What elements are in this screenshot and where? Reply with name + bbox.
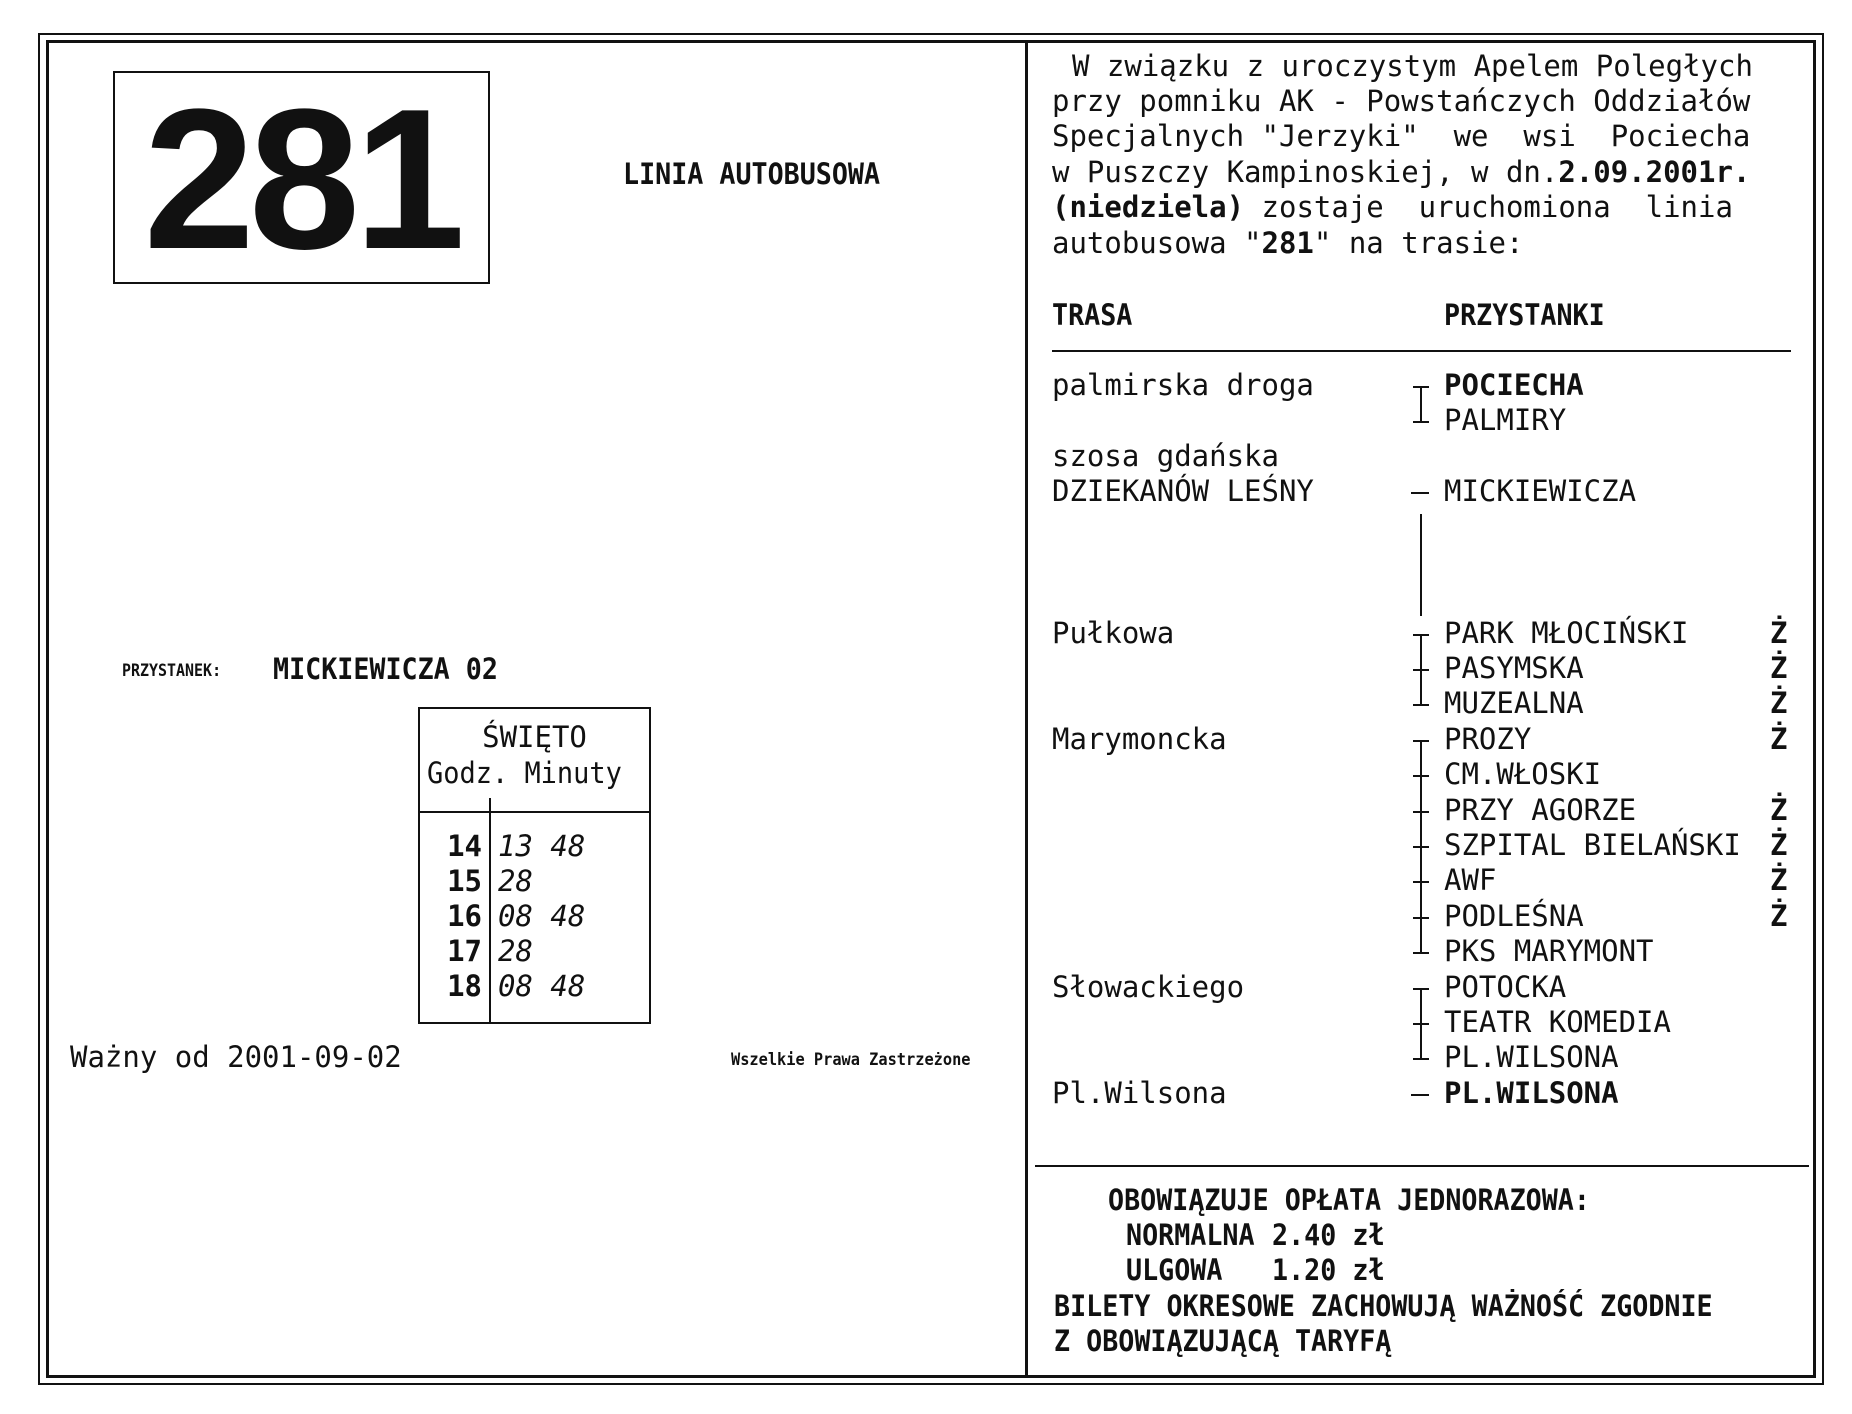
stop-item: MICKIEWICZA <box>1444 474 1637 508</box>
intro-line: przy pomniku AK - Powstańczych Oddziałów <box>1052 84 1751 118</box>
timetable-minutes: 08 48 <box>498 969 586 1003</box>
stop-name: MICKIEWICZA 02 <box>273 652 498 686</box>
street-name: szosa gdańska <box>1052 439 1279 473</box>
fare-rule <box>1035 1165 1809 1167</box>
timetable-hour: 17 <box>447 934 482 968</box>
request-stop-mark: Ż <box>1770 899 1788 933</box>
stop-item: PRZY AGORZE <box>1444 793 1637 827</box>
route-number-box <box>113 68 490 291</box>
intro-line: Specjalnych "Jerzyki" we wsi Pociecha <box>1052 119 1751 153</box>
request-stop-mark: Ż <box>1770 651 1788 685</box>
timetable-minutes: 13 48 <box>498 829 586 863</box>
timetable-header-rule <box>418 811 651 813</box>
stop-item: PROZY <box>1444 722 1532 756</box>
intro-weekday: (niedziela) <box>1052 190 1245 224</box>
route-number: 281 <box>143 68 460 291</box>
timetable-hour: 18 <box>447 969 482 1003</box>
route-header: TRASA <box>1052 298 1133 332</box>
stop-item: TEATR KOMEDIA <box>1444 1005 1671 1039</box>
request-stop-mark: Ż <box>1770 616 1788 650</box>
stop-item: PL.WILSONA <box>1444 1076 1619 1110</box>
line-label: LINIA AUTOBUSOWA <box>623 157 881 191</box>
stop-item: PL.WILSONA <box>1444 1040 1619 1074</box>
stop-item: POTOCKA <box>1444 970 1567 1004</box>
street-name: Marymoncka <box>1052 722 1227 756</box>
timetable-hour: 16 <box>447 899 482 933</box>
request-stop-mark: Ż <box>1770 793 1788 827</box>
intro-text: autobusowa " <box>1052 226 1262 260</box>
stop-item: CM.WŁOSKI <box>1444 757 1602 791</box>
street-name: Pułkowa <box>1052 616 1175 650</box>
header-rule <box>1052 350 1791 352</box>
timetable-column-rule <box>489 798 491 1024</box>
fare-reduced-label: ULGOWA <box>1126 1253 1223 1287</box>
request-stop-mark: Ż <box>1770 863 1788 897</box>
intro-line <box>1052 226 1523 260</box>
timetable-minutes: 28 <box>498 864 533 898</box>
fare-note: Z OBOWIĄZUJĄCĄ TARYFĄ <box>1054 1324 1392 1358</box>
timetable-column-headers <box>427 756 622 790</box>
stop-item: AWF <box>1444 863 1497 897</box>
valid-from: Ważny od 2001-09-02 <box>70 1040 402 1074</box>
panel-divider <box>1025 40 1028 1378</box>
timetable-minutes: 08 48 <box>498 899 586 933</box>
street-name: DZIEKANÓW LEŚNY <box>1052 474 1314 508</box>
hour-header: Godz. <box>427 756 509 790</box>
timetable-hour: 15 <box>447 864 482 898</box>
street-name: Pl.Wilsona <box>1052 1076 1227 1110</box>
stop-item: PKS MARYMONT <box>1444 934 1654 968</box>
timetable-day-type: ŚWIĘTO <box>482 720 587 754</box>
intro-text: zostaje uruchomiona linia <box>1244 190 1733 224</box>
intro-route-number: 281 <box>1261 226 1314 260</box>
intro-line: W związku z uroczystym Apelem Poległych <box>1072 49 1753 83</box>
fare-normal-price: 2.40 zł <box>1272 1218 1385 1252</box>
fare-reduced-price: 1.20 zł <box>1272 1253 1385 1287</box>
minute-header: Minuty <box>524 756 622 790</box>
street-name: Słowackiego <box>1052 970 1245 1004</box>
fare-note: BILETY OKRESOWE ZACHOWUJĄ WAŻNOŚĆ ZGODNIE <box>1054 1289 1713 1323</box>
request-stop-mark: Ż <box>1770 828 1788 862</box>
stop-item: MUZEALNA <box>1444 686 1584 720</box>
stop-label: PRZYSTANEK: <box>122 661 222 681</box>
stop-item: SZPITAL BIELAŃSKI <box>1444 828 1741 862</box>
stop-item: PALMIRY <box>1444 403 1567 437</box>
stop-item: POCIECHA <box>1444 368 1584 402</box>
rights-notice: Wszelkie Prawa Zastrzeżone <box>731 1050 971 1070</box>
intro-line <box>1052 155 1750 189</box>
stop-item: PASYMSKA <box>1444 651 1584 685</box>
timetable-hour: 14 <box>447 829 482 863</box>
intro-date: 2.09.2001r. <box>1558 155 1751 189</box>
timetable-minutes: 28 <box>498 934 533 968</box>
fare-title: OBOWIĄZUJE OPŁATA JEDNORAZOWA: <box>1108 1183 1590 1217</box>
stops-header: PRZYSTANKI <box>1444 298 1605 332</box>
intro-text: w Puszczy Kampinoskiej, w dn. <box>1052 155 1559 189</box>
fare-normal-label: NORMALNA <box>1126 1218 1255 1252</box>
request-stop-mark: Ż <box>1770 722 1788 756</box>
stop-item: PODLEŚNA <box>1444 899 1584 933</box>
street-name: palmirska droga <box>1052 368 1314 402</box>
stop-item: PARK MŁOCIŃSKI <box>1444 616 1689 650</box>
intro-text: " na trasie: <box>1313 226 1524 260</box>
request-stop-mark: Ż <box>1770 686 1788 720</box>
intro-line <box>1052 190 1733 224</box>
